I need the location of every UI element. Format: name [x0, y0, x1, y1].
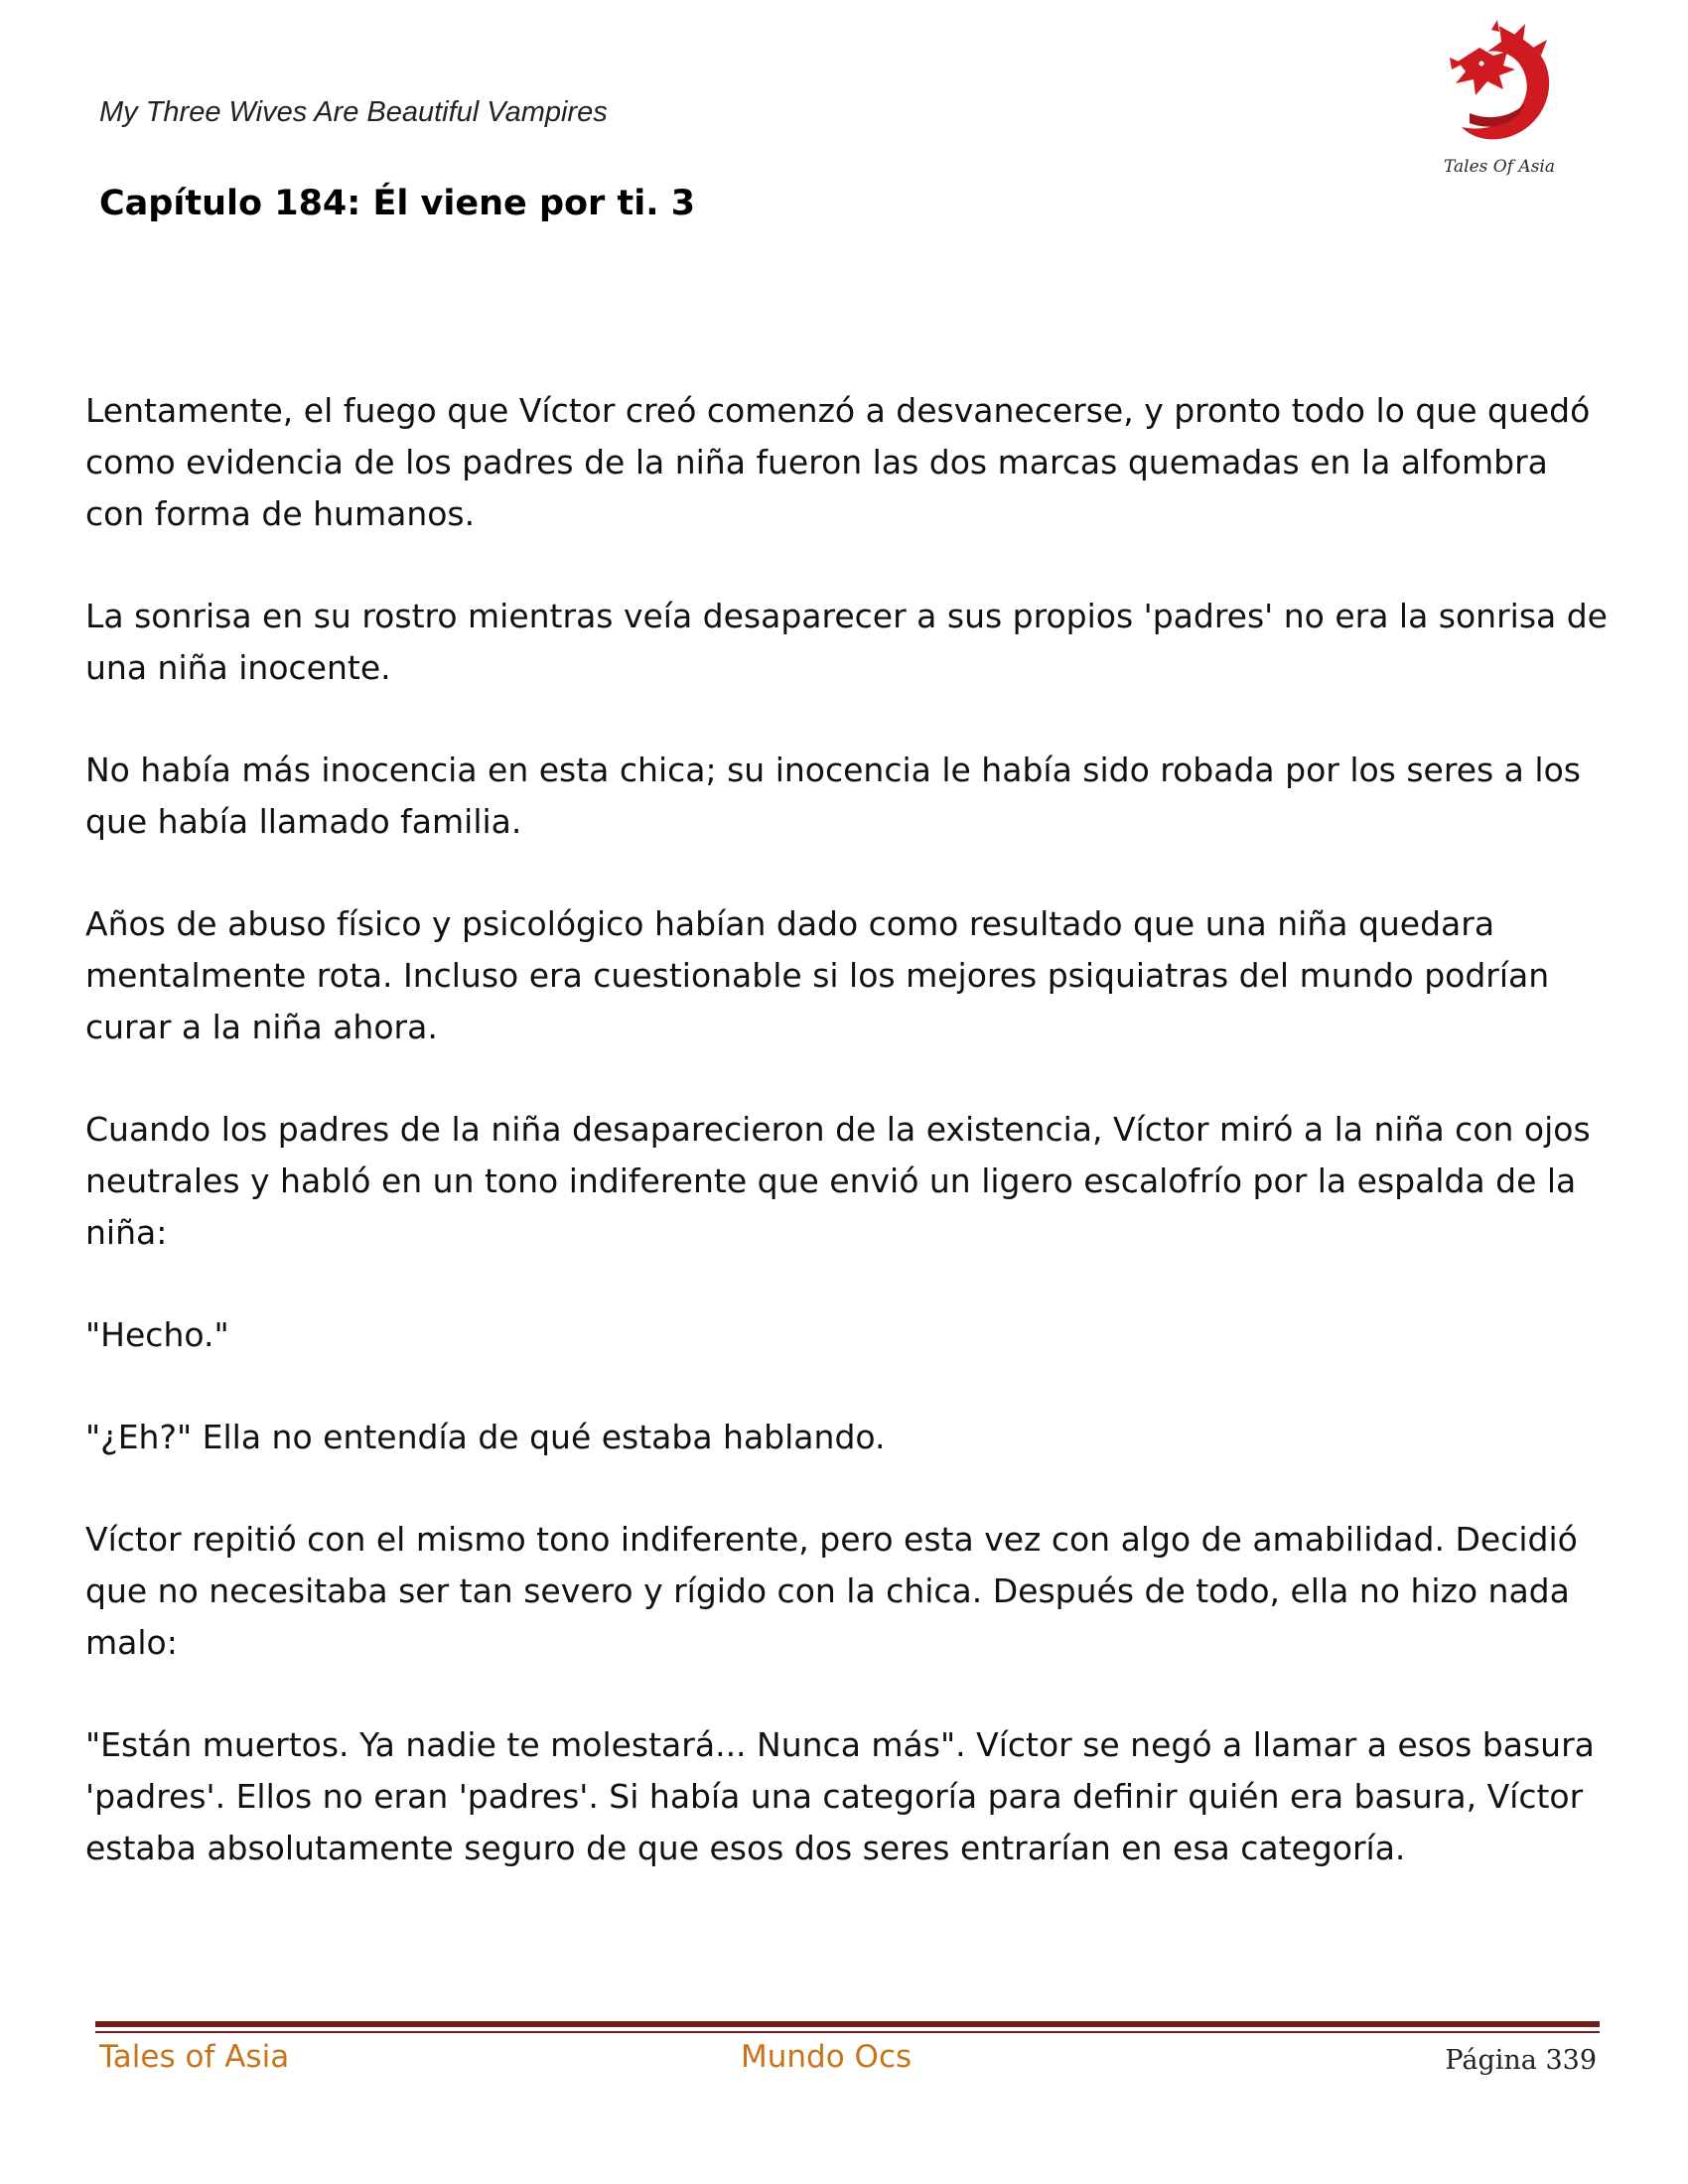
- paragraph: "Hecho.": [85, 1315, 229, 1354]
- footer-divider: [95, 2021, 1600, 2027]
- paragraph: No había más inocencia en esta chica; su inocencia le había sido robada por los seres a los que había llamado familia.: [85, 751, 1581, 841]
- footer-divider-thin: [95, 2031, 1600, 2033]
- series-title: My Three Wives Are Beautiful Vampires: [99, 96, 608, 128]
- footer-section: Mundo Ocs: [741, 2039, 913, 2075]
- paragraph: Años de abuso físico y psicológico habían dado como resultado que una niña quedara mentalmente rota. Incluso era cuestionable si los mejores psiquiatras del mundo podrían curar a la niña ahora.: [85, 904, 1550, 1046]
- paragraph: Cuando los padres de la niña desaparecieron de la existencia, Víctor miró a la niña con ojos neutrales y habló en un tono indiferente que envió un ligero escalofrío por la espalda de la niña:: [85, 1110, 1591, 1252]
- paragraph: La sonrisa en su rostro mientras veía desaparecer a sus propios 'padres' no era la sonrisa de una niña inocente.: [85, 597, 1608, 687]
- paragraph: "Están muertos. Ya nadie te molestará... Nunca más". Víctor se negó a llamar a esos basura 'padres'. Ellos no eran 'padres'. Si había una categoría para definir quién era basura, Víctor estaba absolutamente seguro de que esos dos seres entrarían en esa categoría.: [85, 1725, 1595, 1867]
- tales-of-asia-logo: [1430, 18, 1569, 182]
- chapter-body: [85, 385, 1615, 1925]
- paragraph: Víctor repitió con el mismo tono indiferente, pero esta vez con algo de amabilidad. Decidió que no necesitaba ser tan severo y rígido con la chica. Después de todo, ella no hizo nada malo:: [85, 1520, 1578, 1662]
- footer-publisher: Tales of Asia: [99, 2039, 290, 2075]
- red-dragon-icon: [1430, 18, 1569, 157]
- page-number: Página 339: [1445, 2045, 1597, 2076]
- paragraph: Lentamente, el fuego que Víctor creó comenzó a desvanecerse, y pronto todo lo que quedó como evidencia de los padres de la niña fueron las dos marcas quemadas en la alfombra con forma de humanos.: [85, 391, 1591, 533]
- chapter-title: Capítulo 184: Él viene por ti. 3: [99, 184, 696, 223]
- paragraph: "¿Eh?" Ella no entendía de qué estaba hablando.: [85, 1418, 886, 1456]
- logo-text: Tales Of Asia: [1444, 157, 1555, 177]
